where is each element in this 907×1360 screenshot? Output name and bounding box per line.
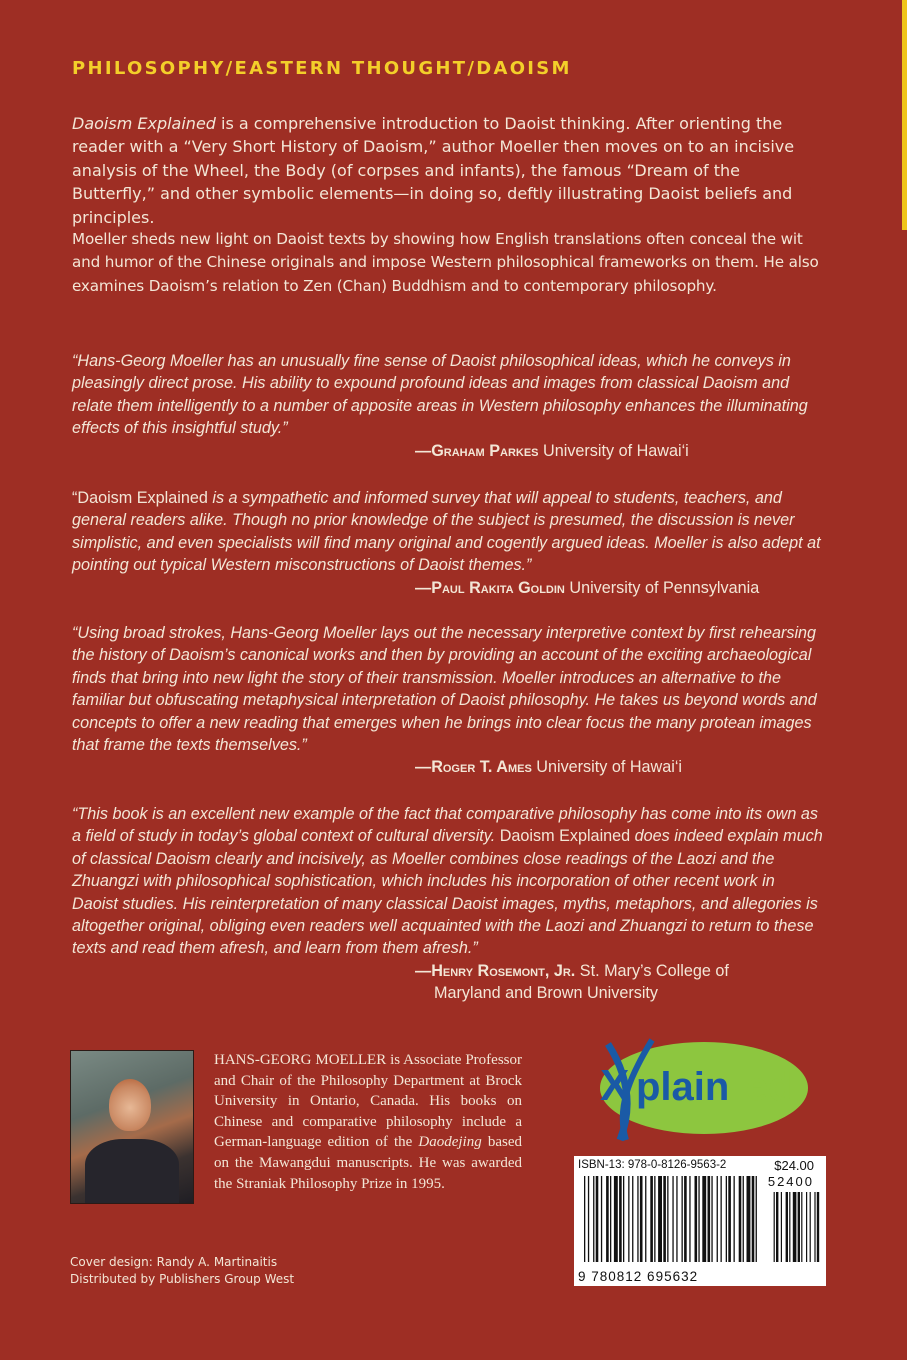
blurb-1 (72, 350, 824, 462)
barcode-bar (756, 1176, 757, 1262)
price-code-bar (776, 1192, 778, 1262)
reviewer-name: —Roger T. Ames (415, 758, 532, 777)
barcode-bar (588, 1176, 589, 1262)
price-code-bar (781, 1192, 782, 1262)
book-title: Daoism Explained (72, 114, 216, 133)
logo-plain: plain (636, 1065, 730, 1109)
distributor-credit: Distributed by Publishers Group West (70, 1272, 295, 1286)
barcode-bar (698, 1176, 699, 1262)
xplained-logo (586, 1032, 810, 1144)
reviewer-affiliation: University of Hawai‘i (531, 758, 683, 777)
price-text: $24.00 (774, 1158, 814, 1173)
author-photo-body (85, 1139, 179, 1203)
price-code-bar (798, 1192, 800, 1262)
barcode-bar (628, 1176, 629, 1262)
barcode-bar (637, 1176, 638, 1262)
blurb-quote: “Using broad strokes, Hans-Georg Moeller lays out the necessary interpretive context by first rehearsing the history of Daoism’s canonical works and then by providing an account of the exciting archaeological finds that bring into new light the story of their transmission. Moeller introduces an alternative to the familiar but obfuscating metaphysical interpretation of Daoist philosophy. He takes us beyond words and concepts to offer a new reading that emerges when he brings into clear focus the many protean images that frame the texts themselves.” (72, 624, 817, 755)
barcode-bar (645, 1176, 646, 1262)
blurb-quote: “Hans-Georg Moeller has an unusually fine sense of Daoist philosophical ideas, which he conveys in pleasingly direct prose. His ability to expound profound ideas and images from classical Daoism and relate them intelligently to a number of apposite areas in Western philosophy enhances the illuminating effects of this insightful study.” (72, 352, 808, 438)
category-heading: PHILOSOPHY/EASTERN THOUGHT/DAOISM (72, 58, 572, 79)
barcode-bar (747, 1176, 751, 1262)
barcode-bar (684, 1176, 687, 1262)
logo-ed: ed (746, 1065, 793, 1109)
blurb-quote-start: “Daoism Explained (72, 489, 208, 507)
barcode-bar (711, 1176, 712, 1262)
barcode-bar (689, 1176, 690, 1262)
isbn-text: ISBN-13: 978-0-8126-9563-2 (578, 1159, 727, 1171)
blurb-attribution (415, 440, 824, 462)
barcode-bar (728, 1176, 731, 1262)
author-photo-head (109, 1079, 151, 1131)
barcode-bar (619, 1176, 622, 1262)
barcode-bar (658, 1176, 662, 1262)
price-code-bar (810, 1192, 811, 1262)
blurb-quote: “This book is an excellent new example of the fact that comparative philosophy has come into its own as a field of study in today’s global context of cultural diversity. (72, 805, 818, 846)
barcode-bar (601, 1176, 602, 1262)
cover-design-credit: Cover design: Randy A. Martinaitis (70, 1255, 278, 1269)
barcode-bar (614, 1176, 618, 1262)
description-paragraph-2: Moeller sheds new light on Daoist texts by showing how English translations often conceal the wit and humor of the Chinese originals and impose Western philosophical frameworks on them. He also examines Daoism’s relation to Zen (Chan) Buddhism and to contemporary philosophy. (72, 230, 819, 295)
credits (70, 1254, 294, 1288)
barcode-bar (663, 1176, 666, 1262)
price-code-bar (806, 1192, 807, 1262)
price-code-bar (793, 1192, 797, 1262)
reviewer-name: —Henry Rosemont, Jr. (415, 961, 576, 980)
blurb-attribution (415, 960, 824, 982)
description-text: is a comprehensive introduction to Daoist thinking. After orienting the reader with a “Very Short History of Daoism,” author Moeller then moves on to an incisive analysis of the Wheel, the Body (of corpses and infants), the famous “Dream of the Butterfly,” and other symbolic elements—in doing so, deftly illustrating Daoist beliefs and principles. (72, 114, 795, 227)
reviewer-affiliation: St. Mary’s College of (575, 961, 729, 980)
barcode-bar (640, 1176, 643, 1262)
price-code-bar (817, 1192, 819, 1262)
blurb-2 (72, 487, 824, 599)
barcode-bar (752, 1176, 755, 1262)
logo-x: X (600, 1061, 630, 1110)
price-code-bar (786, 1192, 788, 1262)
barcode-bars (578, 1176, 822, 1266)
yellow-edge-stripe (902, 0, 907, 230)
barcode-bar (717, 1176, 718, 1262)
author-bio (214, 1050, 522, 1194)
reviewer-affiliation: University of Hawai‘i (538, 441, 689, 460)
barcode-bar (596, 1176, 599, 1262)
author-bio-text: HANS-GEORG MOELLER is Associate Professor and Chair of the Philosophy Department at Brock University in Ontario, Canada. His books on Chinese and comparative philosophy include a German-language edition of the (214, 1052, 522, 1151)
bio-book-title: Daodejing (418, 1134, 482, 1151)
barcode-bar (743, 1176, 744, 1262)
book-title: Daoism Explained (499, 827, 631, 846)
barcode-bar (632, 1176, 633, 1262)
barcode-bar (623, 1176, 624, 1262)
barcode-bar (739, 1176, 742, 1262)
blurb-quote: is a sympathetic and informed survey that will appeal to students, teachers, and general readers alike. Though no prior knowledge of the subject is presumed, the discussion is never simplistic, and even specialists will find many original and cogently argued ideas. Moeller is also adept at pointing out typical Western misconstructions of Daoist themes.” (72, 489, 821, 575)
barcode-bar (654, 1176, 655, 1262)
price-code-bar (774, 1192, 775, 1262)
barcode-bar (610, 1176, 611, 1262)
price-code-bar (789, 1192, 790, 1262)
author-bio-text-end: based on the Mawangdui manuscripts. He was awarded the Straniak Philosophy Prize in 1995. (214, 1134, 522, 1192)
barcode-bar (708, 1176, 711, 1262)
barcode-bar (650, 1176, 653, 1262)
barcode-bar (672, 1176, 673, 1262)
price-code-bar (801, 1192, 802, 1262)
barcode-bar (695, 1176, 698, 1262)
barcode-bar (682, 1176, 683, 1262)
description-paragraph-1 (72, 112, 824, 229)
reviewer-affiliation-line-2: Maryland and Brown University (434, 984, 659, 1003)
reviewer-name: —Paul Rakita Goldin (415, 578, 565, 597)
price-code: 52400 (767, 1174, 814, 1189)
barcode-bar (676, 1176, 677, 1262)
barcode-bar (606, 1176, 609, 1262)
author-photo (70, 1050, 194, 1204)
blurb-attribution (415, 756, 824, 778)
blurb-quote-continued: does indeed explain much of classical Daoism clearly and incisively, as Moeller combines close readings of the Laozi and the Zhuangzi with philosophical sophistication, which includes his incorporation of other recent work in Daoist studies. His reinterpretation of many classical Daoist images, myths, metaphors, and allegories is altogether original, obliging even readers well acquainted with the Laozi and Zhuangzi to return to these texts and read them afresh, and learn from them afresh.” (72, 827, 823, 958)
barcode-bar (734, 1176, 735, 1262)
barcode-bar (721, 1176, 722, 1262)
blurb-attribution (415, 577, 824, 599)
isbn-barcode (574, 1156, 826, 1286)
blurb-3 (72, 622, 824, 779)
reviewer-name: —Graham Parkes (415, 441, 539, 460)
barcode-bar (702, 1176, 706, 1262)
barcode-bar (584, 1176, 585, 1262)
barcode-digits: 9 780812 695632 (578, 1269, 699, 1284)
barcode-bar (726, 1176, 727, 1262)
price-code-bar (814, 1192, 815, 1262)
barcode-bar (593, 1176, 594, 1262)
blurb-4 (72, 803, 824, 1005)
reviewer-affiliation: University of Pennsylvania (564, 578, 760, 597)
barcode-bar (667, 1176, 668, 1262)
